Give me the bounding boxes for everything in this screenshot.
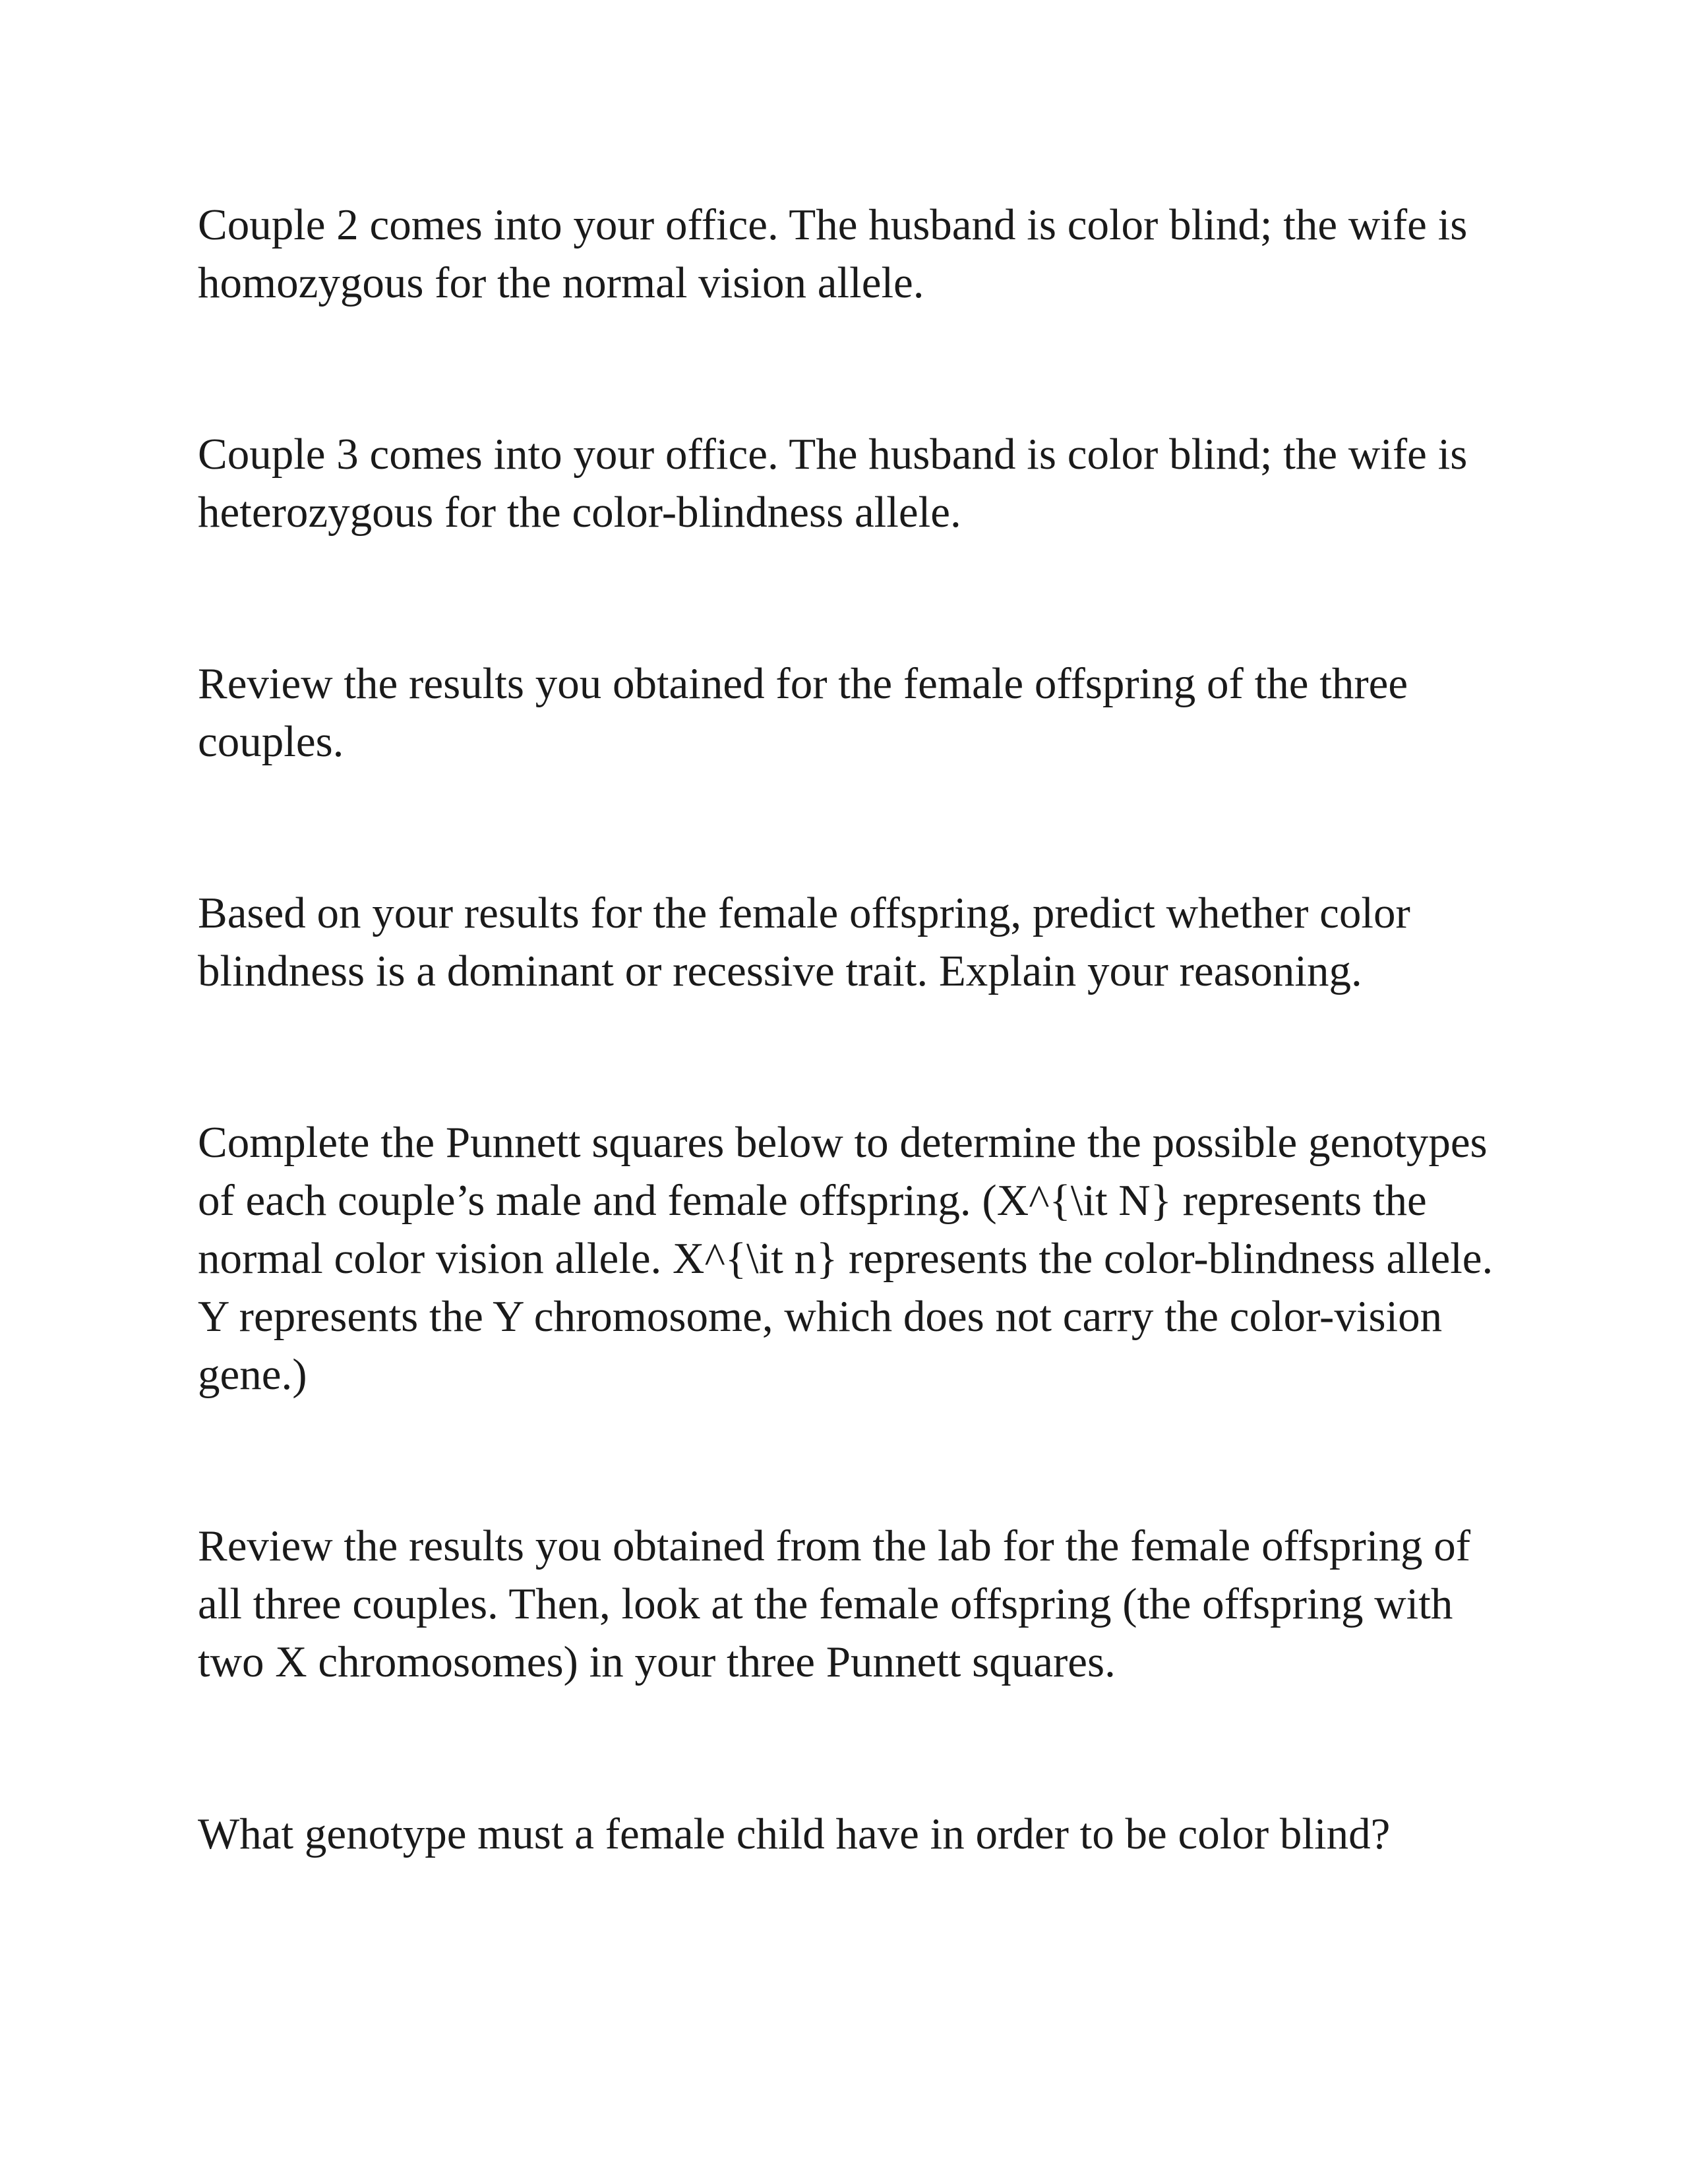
text-line: Based on your results for the female offspring, predict whether color (198, 889, 1410, 937)
text-line: Review the results you obtained for the female offspring of the three (198, 659, 1408, 708)
paragraph-couple-2 (198, 196, 1517, 312)
paragraph-review-results (198, 655, 1517, 771)
text-line: gene.) (198, 1350, 307, 1399)
text-line: Couple 2 comes into your office. The husband is color blind; the wife is (198, 200, 1468, 249)
paragraph-predict-trait (198, 884, 1517, 1000)
paragraph-couple-3 (198, 425, 1517, 541)
text-line: heterozygous for the color-blindness allele. (198, 488, 961, 537)
text-line: two X chromosomes) in your three Punnett squares. (198, 1638, 1116, 1686)
text-line: all three couples. Then, look at the female offspring (the offspring with (198, 1579, 1453, 1628)
text-line: of each couple’s male and female offspring. (X^{\it N} represents the (198, 1176, 1427, 1225)
text-line: normal color vision allele. X^{\it n} represents the color-blindness allele. (198, 1234, 1493, 1283)
paragraph-review-lab-results (198, 1517, 1517, 1691)
text-line: Review the results you obtained from the lab for the female offspring of (198, 1521, 1471, 1570)
text-line: homozygous for the normal vision allele. (198, 258, 924, 307)
text-line: Couple 3 comes into your office. The husband is color blind; the wife is (198, 430, 1468, 479)
paragraph-punnett-instructions (198, 1113, 1517, 1403)
text-line: What genotype must a female child have in order to be color blind? (198, 1810, 1391, 1858)
text-line: Y represents the Y chromosome, which does not carry the color-vision (198, 1292, 1443, 1341)
text-line: blindness is a dominant or recessive trait. Explain your reasoning. (198, 947, 1362, 995)
text-line: Complete the Punnett squares below to determine the possible genotypes (198, 1118, 1488, 1167)
paragraph-genotype-question (198, 1805, 1517, 1863)
text-line: couples. (198, 717, 344, 766)
